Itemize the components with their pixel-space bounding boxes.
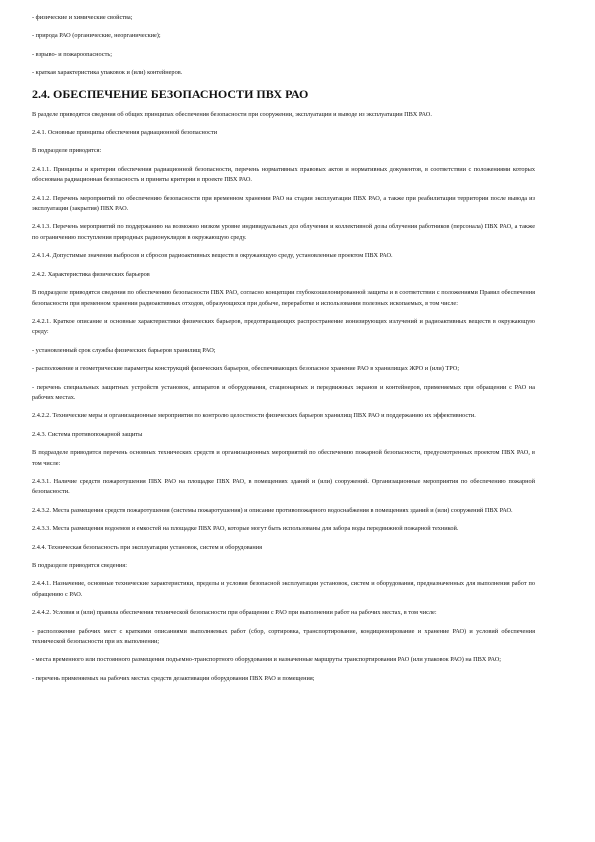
bullet-placement-geometry: - расположение и геометрические параметры конструкций физических барьеров, обеспечивающих безопасное хранение РАО в хранилищах ЖРО и (или) ТРО; — [32, 365, 460, 373]
paragraph-2-4-2-2: 2.4.2.2. Технические меры и организационные мероприятия по контролю целостности физических барьеров хранилищ ПВХ РАО и поддержанию их эффективности. — [32, 412, 476, 420]
section-heading-2-4: 2.4. ОБЕСПЕЧЕНИЕ БЕЗОПАСНОСТИ ПВХ РАО — [32, 86, 309, 101]
paragraph-2-4-1-1: 2.4.1.1. Принципы и критерии обеспечения радиационной безопасности, перечень нормативных правовых актов и нормативных документов, в соответствии с положениями которых обоснована радиационная безопасность и приняты критерии в проекте ПВХ РАО. — [32, 165, 535, 184]
paragraph-2-4-1-2: 2.4.1.2. Перечень мероприятий по обеспечению безопасности при временном хранении РАО на стадии эксплуатации ПВХ РАО, а также при реабилитации территории после вывода из эксплуатации (закрытия) ПВХ РАО. — [32, 194, 535, 213]
bullet-explosion-fire: - взрыво- и пожароопасность; — [32, 50, 112, 58]
bullet-service-life: - установленный срок службы физических барьеров хранилищ РАО; — [32, 346, 216, 354]
paragraph-2-4-3-1: 2.4.3.1. Наличие средств пожаротушения ПВХ РАО на площадке ПВХ РАО, в помещениях зданий и (или) сооружений. Организационные мероприятия по обеспечению пожарной безопасности. — [32, 477, 535, 496]
paragraph-2-4-1-3: 2.4.1.3. Перечень мероприятий по поддержанию на возможно низком уровне индивидуальных доз облучения и коллективной дозы облучения работников (персонала) ПВХ РАО, а также по ограничению поступления природных радионуклидов в окружающую среду. — [32, 223, 535, 241]
paragraph-2-4-4-1: 2.4.4.1. Назначение, основные технические характеристики, пределы и условия безопасной эксплуатации установок, систем и оборудования, предназначенных для выполнения работ по обращению с РАО. — [32, 580, 535, 598]
paragraph-2-4-2-intro: В подразделе приводятся сведения по обеспечению безопасности ПВХ РАО, согласно концепции глубокоэшелонированной защиты и в соответствии с положениями Правил обеспечения безопасности при временном хранении радиоактивных отходов, образующихся при добыче, переработке и использовании полезных ископаемых, в том числе: — [32, 289, 535, 307]
paragraph-2-4-4-2: 2.4.4.2. Условия и (или) правила обеспечения технической безопасности при обращении с РАО при выполнении работ на рабочих местах, в том числе: — [32, 609, 437, 617]
paragraph-2-4-4-intro: В подразделе приводятся сведения: — [32, 562, 127, 569]
bullet-workplace-placement: - расположение рабочих мест с краткими описаниями выполняемых работ (сбор, сортировка, транспортирование, кондиционирование и хранение РАО) и условий обеспечения технической безопасности при их выполнении; — [32, 627, 535, 646]
subsection-heading-2-4-3: 2.4.3. Система противопожарной защиты — [32, 430, 143, 438]
bullet-equipment-routes: - места временного или постоянного размещения подъемно-транспортного оборудования и назначенные маршруты транспортирования РАО (или упаковок РАО) на ПВХ РАО; — [32, 656, 502, 664]
paragraph-2-4-3-3: 2.4.3.3. Места размещения водоемов и емкостей на площадке ПВХ РАО, которые могут быть использованы для забора воды передвижной пожарной техникой. — [32, 525, 459, 533]
bullet-physical-properties: - физические и химические свойства; — [32, 14, 133, 21]
subsection-heading-2-4-2: 2.4.2. Характеристика физических барьеров — [32, 270, 150, 278]
paragraph-2-4-2-1: 2.4.2.1. Краткое описание и основные характеристики физических барьеров, предотвращающих распространение ионизирующих излучений и радиоактивных веществ в окружающую среду: — [32, 317, 535, 336]
bullet-packaging: - краткая характеристика упаковок и (или) контейнеров. — [32, 69, 183, 77]
bullet-nature-rao: - природа РАО (органические, неорганические); — [32, 32, 161, 40]
paragraph-2-4-3-intro: В подразделе приводится перечень основных технических средств и организационных мероприятий по обеспечению пожарной безопасности, предусмотренных проектом ПВХ РАО, в том числе: — [32, 449, 535, 467]
paragraph-2-4-1-4: 2.4.1.4. Допустимые значения выбросов и сбросов радиоактивных веществ в окружающую среду, установленные проектом ПВХ РАО. — [32, 252, 393, 260]
bullet-protective-devices: - перечень специальных защитных устройств установок, аппаратов и оборудования, стационарных и передвижных экранов и контейнеров, применяемых при обращении с РАО на рабочих местах. — [32, 383, 535, 401]
subsection-heading-2-4-1: 2.4.1. Основные принципы обеспечения радиационной безопасности — [32, 129, 218, 137]
paragraph-2-4-3-2: 2.4.3.2. Места размещения средств пожаротушения (системы пожаротушения) и описание противопожарного водоснабжения в помещениях зданий и (или) сооружений ПВХ РАО. — [32, 506, 513, 514]
subsection-heading-2-4-4: 2.4.4. Техническая безопасность при эксплуатации установок, систем и оборудования — [32, 543, 263, 551]
paragraph-2-4-1-intro: В подразделе приводятся: — [32, 147, 102, 155]
bullet-decontamination: - перечень применяемых на рабочих местах средств дезактивации оборудования ПВХ РАО и помещения; — [32, 674, 315, 682]
paragraph-2-4-intro: В разделе приводятся сведения об общих принципах обеспечения безопасности при сооружении, эксплуатации и выводе из эксплуатации ПВХ РАО. — [32, 110, 432, 118]
